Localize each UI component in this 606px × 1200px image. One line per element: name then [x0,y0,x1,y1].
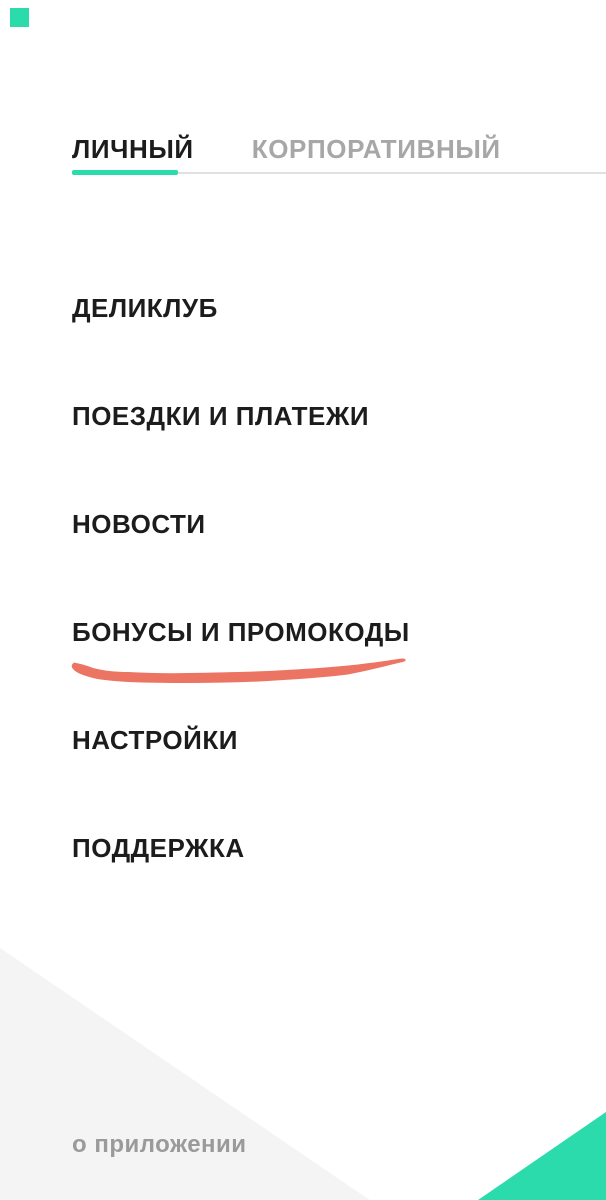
menu-item-label: НАСТРОЙКИ [72,724,238,755]
menu-item-label: НОВОСТИ [72,508,206,539]
menu-item-news[interactable] [72,470,592,578]
menu-item-label: ДЕЛИКЛУБ [72,292,218,323]
brand-square-icon [10,8,29,27]
menu-item-support[interactable] [72,794,592,902]
tab-corporate[interactable]: КОРПОРАТИВНЫЙ [251,134,501,164]
menu-item-trips-payments[interactable] [72,362,592,470]
background-diagonal-shape [0,948,606,1200]
corner-accent-triangle-icon [478,1112,606,1200]
menu-item-label: БОНУСЫ И ПРОМОКОДЫ [72,616,410,647]
about-app-link[interactable]: о приложении [72,1131,247,1158]
active-tab-indicator [72,170,178,175]
menu-item-settings[interactable] [72,686,592,794]
menu-list [72,254,592,902]
menu-item-label: ПОЕЗДКИ И ПЛАТЕЖИ [72,400,370,431]
menu-item-label: ПОДДЕРЖКА [72,832,245,863]
hand-drawn-underline-icon [68,651,412,687]
hand-drawn-underline-stroke [72,658,406,683]
tab-personal[interactable]: ЛИЧНЫЙ [72,134,194,164]
menu-item-deliclub[interactable] [72,254,592,362]
tab-bar [72,134,501,165]
